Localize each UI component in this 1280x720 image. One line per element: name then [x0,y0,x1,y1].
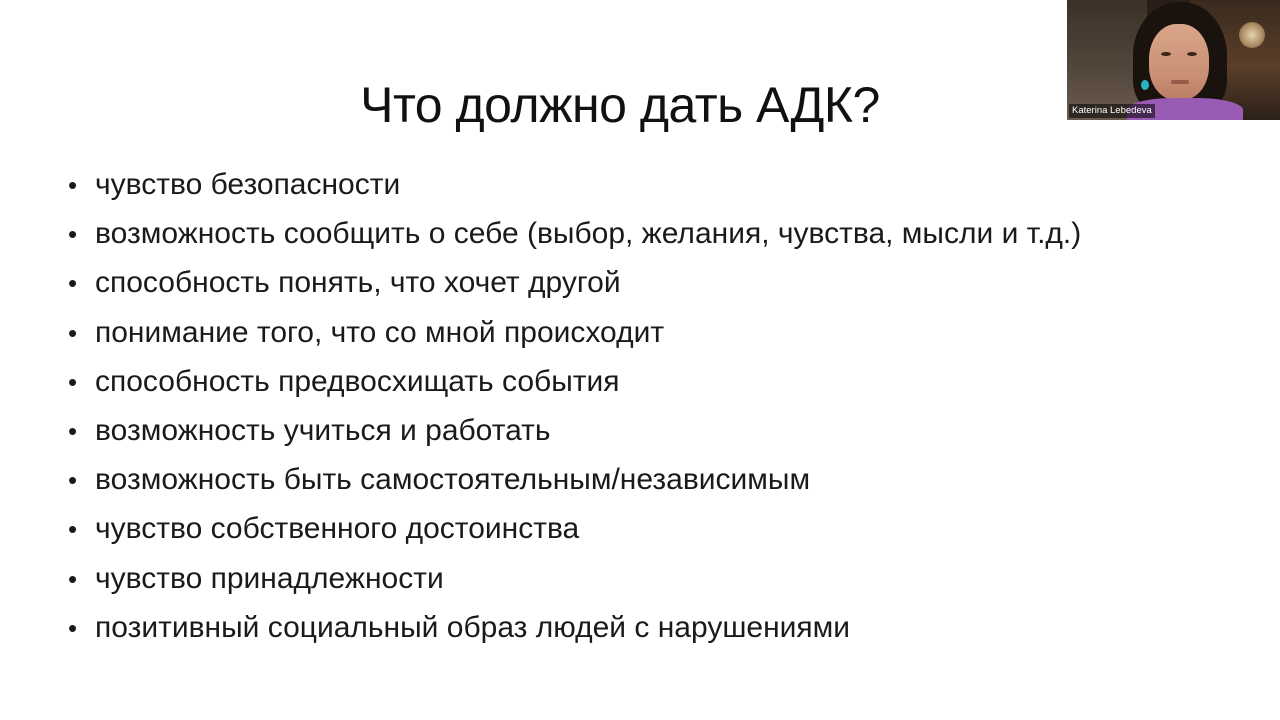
participant-earring [1141,80,1149,90]
bullet-icon: • [68,219,78,250]
list-item [68,258,1081,307]
bullet-list [68,160,1081,652]
list-item-text: способность понять, что хочет другой [95,266,621,300]
list-item-text: возможность сообщить о себе (выбор, желания, чувства, мысли и т.д.) [95,217,1082,251]
participant-face [1149,24,1209,100]
list-item-text: возможность быть самостоятельным/независимым [95,463,811,497]
list-item [68,455,1081,504]
list-item [68,504,1081,553]
bullet-icon: • [68,317,78,348]
list-item [68,160,1081,209]
list-item [68,603,1081,652]
participant-eye [1187,52,1197,56]
list-item [68,308,1081,357]
list-item-text: чувство собственного достоинства [95,512,580,546]
list-item-text: чувство принадлежности [95,561,444,595]
bullet-icon: • [68,612,78,643]
list-item [68,554,1081,603]
list-item-text: чувство безопасности [95,168,401,201]
participant-mouth [1171,80,1189,84]
bullet-icon: • [68,415,78,446]
list-item-text: позитивный социальный образ людей с нарушениями [95,610,851,644]
slide-title: Что должно дать АДК? [360,77,880,133]
bullet-icon: • [68,514,78,545]
lamp-light [1239,22,1265,48]
bullet-icon: • [68,170,78,200]
participant-video-tile[interactable] [1067,0,1280,120]
list-item [68,209,1081,258]
participant-name-label: Katerina Lebedeva [1069,104,1155,118]
list-item [68,406,1081,455]
bullet-icon: • [68,563,78,594]
bullet-icon: • [68,465,78,496]
list-item-text: возможность учиться и работать [95,413,551,447]
bullet-icon: • [68,366,78,397]
list-item [68,357,1081,406]
list-item-text: понимание того, что со мной происходит [95,315,665,349]
bullet-icon: • [68,268,78,299]
list-item-text: способность предвосхищать события [95,364,620,398]
participant-eye [1161,52,1171,56]
